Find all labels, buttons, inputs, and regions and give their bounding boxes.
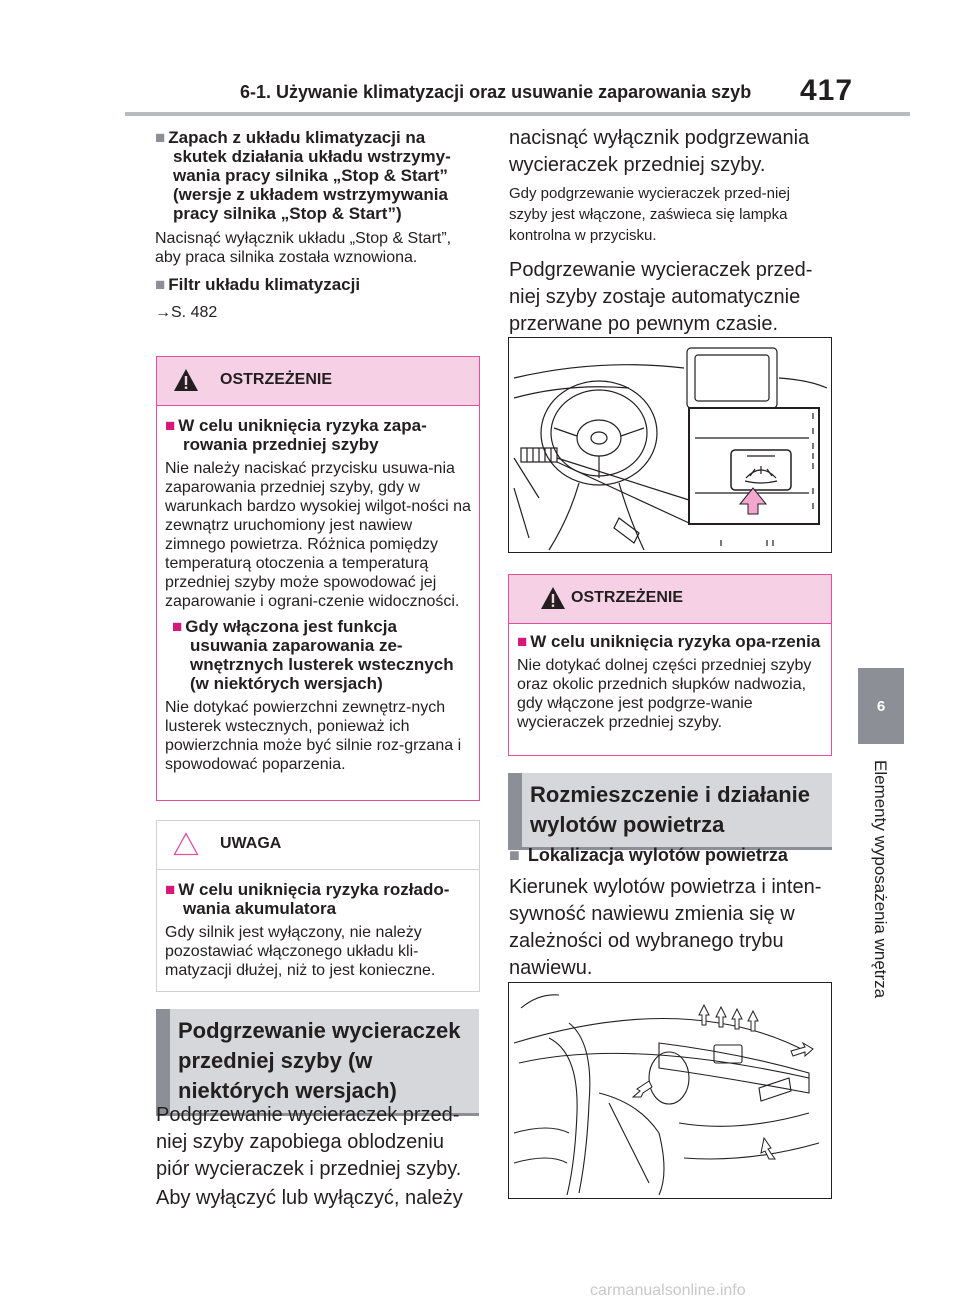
warning-subheading: ■ W celu uniknięcia ryzyka zapa-rowania przedniej szyby — [165, 416, 471, 454]
notice-label: UWAGA — [220, 835, 282, 852]
section-title: 6-1. Używanie klimatyzacji oraz usuwanie zaparowania szyb — [240, 82, 752, 102]
dashboard-illustration — [508, 337, 832, 553]
press-arrow-icon — [740, 488, 766, 514]
indicator-note: Gdy podgrzewanie wycieraczek przed-niej szyby jest włączone, zaświeca się lampka kontrolna w przycisku. — [509, 185, 790, 244]
chapter-tab[interactable]: 6 — [858, 668, 904, 744]
air-vents-figure — [509, 983, 831, 1198]
wiper-paragraph: Podgrzewanie wycieraczek przed-niej szyby zapobiega oblodzeniu piór wycieraczek i przedniej szyby. — [156, 1104, 462, 1180]
chapter-title: Elementy wyposażenia wnętrza — [871, 760, 890, 999]
smell-text: Nacisnąć wyłącznik układu „Stop & Start”, aby praca silnika została wznowiona. — [155, 230, 452, 266]
smell-heading: ■ Zapach z układu klimatyzacji na skutek działania układu wstrzymy-wania pracy silnika „Stop & Start” (wersje z układem wstrzymywania pracy silnika „Stop & Start”) — [155, 128, 473, 223]
wiper-deicer-switch-figure — [509, 338, 831, 552]
caution-triangle-icon — [173, 832, 199, 856]
warning-triangle-icon — [173, 368, 199, 392]
filter-heading: ■ Filtr układu klimatyzacji — [155, 275, 473, 294]
filter-page-link[interactable]: →S. 482 — [155, 304, 218, 321]
warning-text: Nie dotykać dolnej części przedniej szyby oraz okolic przednich słupków nadwozia, gdy włączone jest podgrze-wanie wycieraczek przedniej szyby. — [517, 657, 812, 731]
warning-triangle-icon — [540, 586, 566, 610]
vents-text: Kierunek wylotów powietrza i inten-sywność nawiewu zmienia się w zależności od wybranego trybu nawiewu. — [509, 876, 822, 979]
watermark: carmanualsonline.info — [590, 1282, 746, 1299]
auto-off-text: Podgrzewanie wycieraczek przed-niej szyby zostaje automatycznie przerwane po pewnym czasie. — [509, 259, 813, 335]
warning-label: OSTRZEŻENIE — [220, 371, 333, 388]
section-heading-wiper-deicer: Podgrzewanie wycieraczek przedniej szyby (w niektórych wersjach) — [156, 1009, 479, 1116]
notice-text: Gdy silnik jest wyłączony, nie należy pozostawiać włączonego układu kli-matyzacji dłużej, niż to jest konieczne. — [165, 924, 436, 979]
chapter-label — [860, 760, 900, 1010]
warning-subheading: ■ W celu uniknięcia ryzyka opa-rzenia — [517, 632, 823, 651]
notice-subheading: ■ W celu uniknięcia ryzyka rozłado-wania akumulatora — [165, 880, 471, 918]
page-number: 417 — [800, 74, 854, 107]
notice-header — [157, 821, 479, 870]
warning-box-fogging — [156, 356, 480, 801]
warning-header — [509, 575, 831, 624]
warning-box-burns — [508, 574, 832, 756]
wiper-switch-text: nacisnąć wyłącznik podgrzewania wycieraczek przedniej szyby. — [509, 127, 810, 176]
warning-header — [157, 357, 479, 406]
warning-subheading-mirrors: ■ Gdy włączona jest funkcja usuwania zaparowania ze-wnętrznych lusterek wstecznych (w niektórych wersjach) — [165, 617, 471, 693]
warning-text-mirrors: Nie dotykać powierzchni zewnętrz-nych lusterek wstecznych, ponieważ ich powierzchnia może być silnie roz-grzana i spowodować poparzenia. — [165, 699, 462, 773]
left-column — [155, 128, 473, 322]
section-heading-air-vents: Rozmieszczenie i działanie wylotów powietrza — [508, 773, 832, 850]
header-divider — [125, 112, 910, 116]
warning-text: Nie należy naciskać przycisku usuwa-nia zaparowania przedniej szyby, gdy w warunkach bardzo wysokiej wilgot-ności na zewnątrz uruchomiony jest nawiew zimnego powietrza. Różnica pomiędzy temperaturą otoczenia a temperaturą przedniej szyby może spowodować jej zaparowanie i ograni-czenie widoczności. — [165, 460, 471, 610]
cabin-vents-illustration — [508, 982, 832, 1199]
wiper-paragraph-2: Aby wyłączyć lub wyłączyć, należy — [156, 1187, 463, 1209]
vents-location-heading: ■ Lokalizacja wylotów powietrza — [509, 845, 788, 865]
notice-box-battery — [156, 820, 480, 992]
warning-label: OSTRZEŻENIE — [571, 589, 684, 606]
